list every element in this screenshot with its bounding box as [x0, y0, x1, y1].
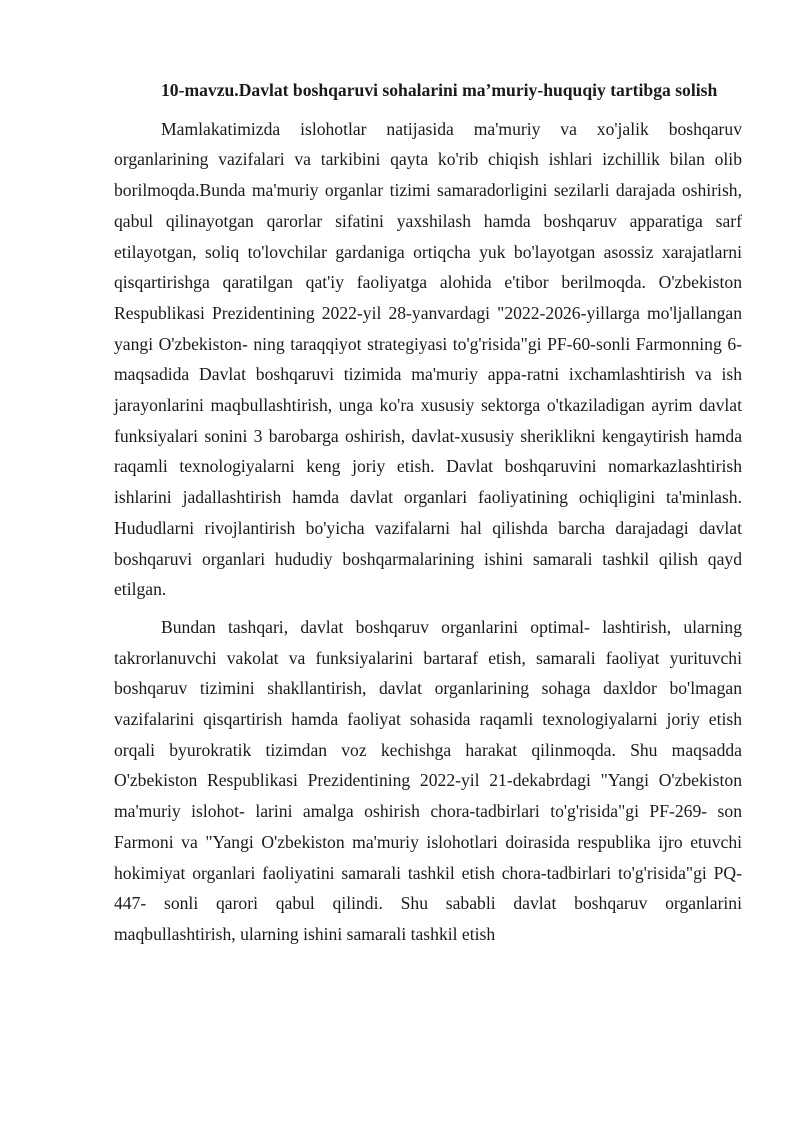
- paragraph-1: Mamlakatimizda islohotlar natijasida ma'muriy va xo'jalik boshqaruv organlarining vazifalari va tarkibini qayta ko'rib chiqish ishlari izchillik bilan olib borilmoqda.Bunda ma'muriy organlar tizimi samaradorligini sezilarli darajada oshirish, qabul qilinayotgan qarorlar sifatini yaxshilash hamda boshqaruv apparatiga sarf etilayotgan, soliq to'lovchilar gardaniga ortiqcha yuk bo'layotgan asossiz xarajatlarni qisqartirishga qaratilgan qat'iy faoliyatga alohida e'tibor berilmoqda. O'zbekiston Respublikasi Prezidentining 2022-yil 28-yanvardagi "2022-2026-yillarga mo'ljallangan yangi O'zbekiston- ning taraqqiyot strategiyasi to'g'risida"gi PF-60-sonli Farmonning 6-maqsadida Davlat boshqaruvi tizimida ma'muriy appa-ratni ixchamlashtirish va ish jarayonlarini maqbullashtirish, unga ko'ra xususiy sektorga o'tkaziladigan ayrim davlat funksiyalari sonini 3 barobarga oshirish, davlat-xususiy sheriklikni kengaytirish hamda raqamli texnologiyalarni keng joriy etish. Davlat boshqaruvini nomarkazlashtirish ishlarini jadallashtirish hamda davlat organlari faoliyatining ochiqligini ta'minlash. Hududlarni rivojlantirish bo'yicha vazifalarni hal qilishda barcha darajadagi davlat boshqaruvi organlari hududiy boshqarmalarining ishini samarali tashkil qilish qayd etilgan.: [114, 118, 742, 600]
- paragraph-2: Bundan tashqari, davlat boshqaruv organlarini optimal- lashtirish, ularning takrorlanuvchi vakolat va funksiyalarini bartaraf etish, samarali faoliyat yurituvchi boshqaruv tizimini shakllantirish, davlat organlarining sohaga daxldor bo'lmagan vazifalarini qisqartirish hamda faoliyat sohasida raqamli texnologiyalarni joriy etish orqali byurokratik tizimdan voz kechishga harakat qilinmoqda. Shu maqsadda O'zbekiston Respublikasi Prezidentining 2022-yil 21-dekabrdagi "Yangi O'zbekiston ma'muriy islohot- larini amalga oshirish chora-tadbirlari to'g'risida"gi PF-269- son Farmoni va "Yangi O'zbekiston ma'muriy islohotlari doirasida respublika ijro etuvchi hokimiyat organlari faoliyatini samarali tashkil etish chora-tadbirlari to'g'risida"gi PQ-447- sonli qarori qabul qilindi. Shu sababli davlat boshqaruv organlarini maqbullashtirish, ularning ishini samarali tashkil etish: [114, 616, 742, 944]
- document-body: [114, 75, 742, 957]
- document-title: 10-mavzu.Davlat boshqaruvi sohalarini ma’muriy-huquqiy tartibga solish: [161, 80, 718, 100]
